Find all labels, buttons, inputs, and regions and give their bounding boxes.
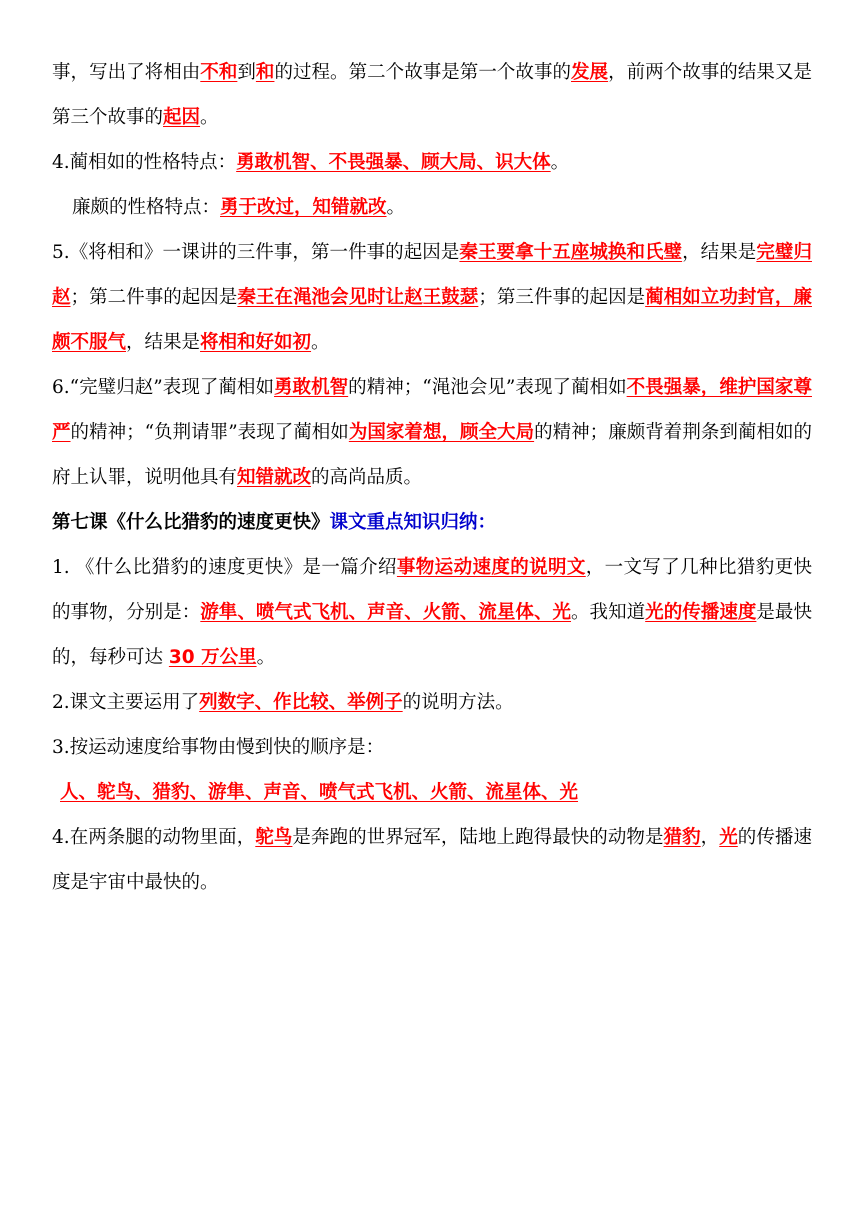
body-text: 。 [200,107,219,128]
body-text: 的精神；“负荆请罪”表现了蔺相如 [70,422,349,443]
body-text: 的传播速度是宇宙中最快的。 [52,827,812,893]
answer-text: 完璧归赵 [52,242,812,308]
body-text: 的精神；廉颇背着荆条到蔺相如的府上认罪，说明他具有 [52,422,812,488]
body-text: 廉颇的性格特点： [72,197,221,218]
body-text: 。 [386,197,406,218]
paragraph [52,545,812,680]
body-text: 是奔跑的世界冠军，陆地上跑得最快的动物是 [292,827,664,848]
body-text: 1. 《什么比猎豹的速度更快》是一篇介绍 [52,557,397,578]
heading-subtitle: 课文重点知识归纳： [329,512,497,533]
answer-text: 鸵鸟 [255,827,293,848]
answer-text: 将相和好如初 [200,332,312,353]
answer-text: 光的传播速度 [645,602,757,623]
body-text: ；第二件事的起因是 [70,287,238,308]
answer-text: 秦王在渑池会见时让赵王鼓瑟 [237,287,479,308]
answer-text: 人、鸵鸟、猎豹、游隼、声音、喷气式飞机、火箭、流星体、光 [60,782,579,803]
body-text: 的过程。第二个故事是第一个故事的 [274,62,572,83]
paragraph [52,680,812,725]
paragraph [52,725,812,770]
answer-text: 和 [255,62,275,83]
answer-text: 30 万公里 [168,647,257,668]
answer-text: 事物运动速度的说明文 [396,557,586,578]
answer-text: 勇敢机智 [274,377,349,398]
paragraph [52,365,812,500]
answer-text: 发展 [571,62,609,83]
answer-text: 秦王要拿十五座城换和氏璧 [459,242,683,263]
body-text: ，前两个故事的结果又是第三个故事的 [52,62,812,128]
body-text: ；第三件事的起因是 [478,287,646,308]
body-text: 。 [256,647,276,668]
answer-text: 列数字、作比较、举例子 [199,692,403,713]
answer-text: 光 [719,827,738,848]
document-page [52,50,812,905]
answer-text: 勇敢机智、不畏强暴、顾大局、识大体 [236,152,551,173]
body-text: 的说明方法。 [402,692,514,713]
paragraph [52,140,812,185]
paragraph [52,50,812,140]
body-text: 。 [550,152,570,173]
answer-text: 猎豹 [663,827,701,848]
body-text: 4.在两条腿的动物里面， [52,827,256,848]
body-text: 5.《将相和》一课讲的三件事，第一件事的起因是 [52,242,460,263]
answer-text: 蔺相如立功封官，廉颇不服气 [52,287,812,353]
answer-text: 勇于改过，知错就改 [220,197,387,218]
answer-text: 为国家着想，顾全大局 [348,422,535,443]
section-heading [52,500,812,545]
paragraph [52,230,812,365]
paragraph [52,185,812,230]
body-text: 是最快的，每秒可达 [52,602,812,668]
body-text: ，结果是 [682,242,757,263]
body-text: 的精神；“渑池会见”表现了蔺相如 [348,377,627,398]
body-text: ，结果是 [126,332,201,353]
body-text: 。我知道 [571,602,646,623]
body-text: 。 [311,332,330,353]
body-text: 的高尚品质。 [311,467,423,488]
answer-list-line [52,770,812,815]
answer-text: 起因 [163,107,201,128]
answer-text: 不畏强暴，维护国家尊严 [52,377,812,443]
body-text: 3.按运动速度给事物由慢到快的顺序是： [52,737,385,758]
paragraph [52,815,812,905]
body-text: 第七课《什么比猎豹的速度更快》 [52,512,330,533]
body-text: 到 [237,62,256,83]
body-text: ，一文写了几种比猎豹更快的事物，分别是： [52,557,812,623]
body-text: 4.蔺相如的性格特点： [52,152,237,173]
body-text: 6.“完璧归赵”表现了蔺相如 [52,377,275,398]
body-text: 2.课文主要运用了 [52,692,200,713]
answer-text: 不和 [200,62,238,83]
body-text: 事，写出了将相由 [52,62,201,83]
answer-text: 知错就改 [237,467,312,488]
answer-text: 游隼、喷气式飞机、声音、火箭、流星体、光 [200,602,572,623]
body-text: ， [700,827,720,848]
